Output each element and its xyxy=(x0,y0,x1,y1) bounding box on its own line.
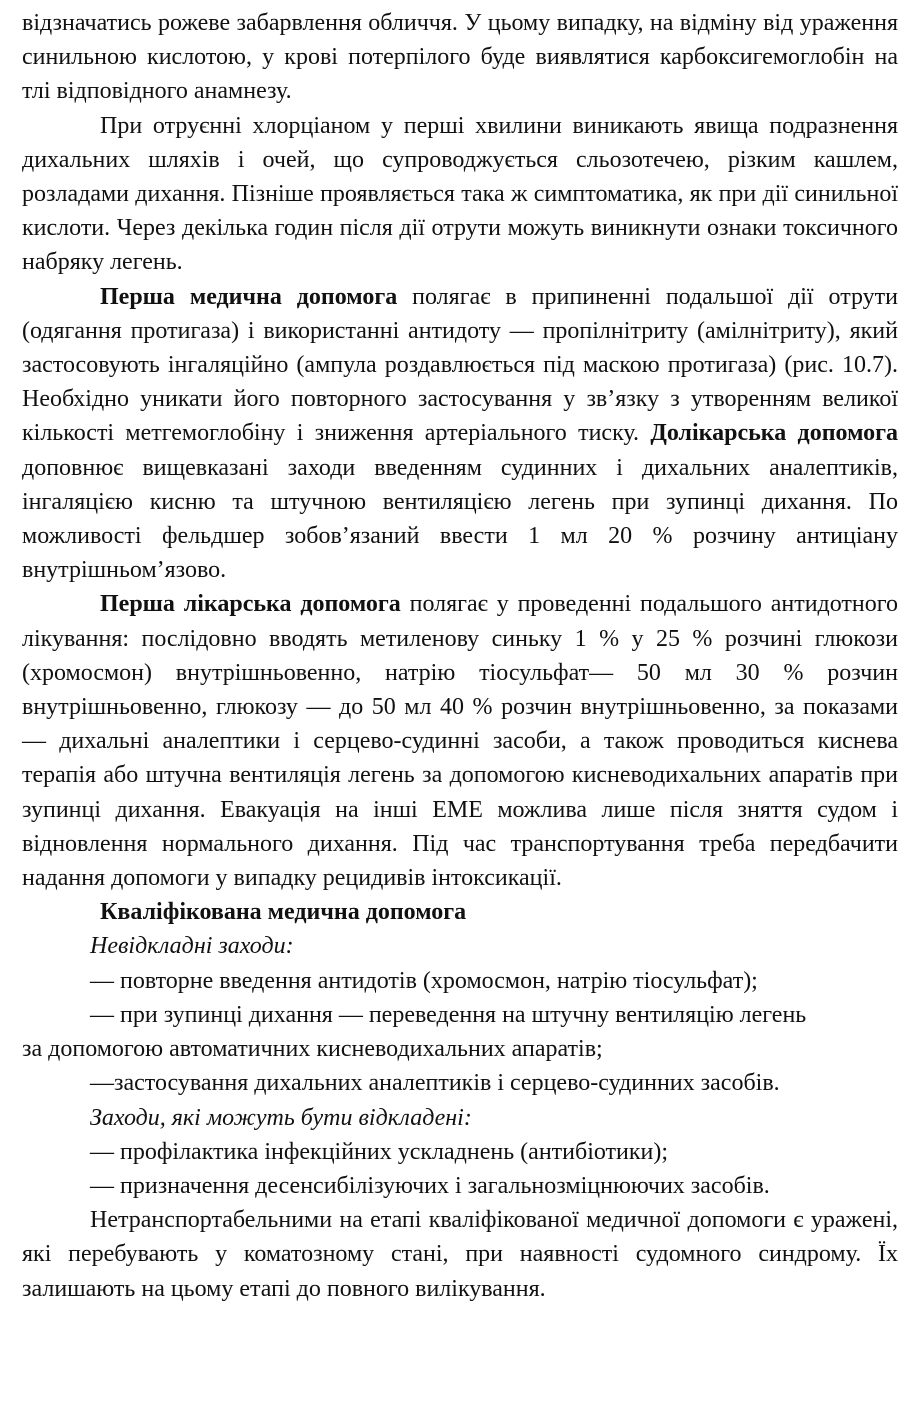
pre-medical-aid-text: доповнює вищевказані заходи введенням судинних і дихальних аналептиків, інгаляцією кисню та штучною вентиляцією легень при зупинці дихання. По можливості фельдшер зобов’язаний ввести 1 мл 20 % розчину антиціану внутрішньом’язово. xyxy=(22,454,898,584)
list-item-continuation: за допомогою автоматичних кисневодихальних апаратів; xyxy=(22,1036,603,1063)
list-item: — профілактика інфекційних ускладнень (антибіотики); xyxy=(90,1138,669,1165)
paragraph-first-physician-aid xyxy=(22,587,898,895)
label-deferred-measures: Заходи, які можуть бути відкладені: xyxy=(90,1104,472,1131)
first-medical-aid-text: полягає в припиненні подальшої дії отрути (одягання протигаза) і використанні антидоту — пропілнітриту (амілнітриту), який застосовують інгаляційно (ампула роздавлюється під маскою протигаза) (рис. 10.7). Необхідно уникати його повторного застосування у зв’язку з утворенням великої кількості метгемоглобіну і зниження артеріального тиску. xyxy=(22,283,898,447)
paragraph-first-medical-aid xyxy=(22,280,898,588)
list-item: — при зупинці дихання — переведення на штучну вентиляцію легень xyxy=(90,1001,807,1028)
term-pre-medical-aid: Долікарська допомога xyxy=(650,420,898,447)
section-heading-qualified-aid: Кваліфікована медична допомога xyxy=(100,899,467,926)
list-item: — повторне введення антидотів (хромосмон, натрію тіосульфат); xyxy=(90,967,758,994)
list-item: —застосування дихальних аналептиків і серцево-судинних засобів. xyxy=(90,1070,780,1097)
first-physician-aid-text: полягає у проведенні подальшого антидотного лікування: послідовно вводять метиленову синьку 1 % у 25 % розчині глюкози (хромосмон) внутрішньовенно, натрію тіосульфат— 50 мл 30 % розчин внутрішньовенно, глюкозу — до 50 мл 40 % розчин внутрішньовенно, за показами — дихальні аналептики і серцево-судинні засоби, а також проводиться киснева терапія або штучна вентиляція легень за допомогою кисневодихальних апаратів при зупинці дихання. Евакуація на інші ЕМЕ можлива лише після зняття судом і відновлення нормального дихання. Під час транспортування треба передбачити надання допомоги у випадку рецидивів інтоксикації. xyxy=(22,591,899,892)
paragraph-carbon-monoxide-note: відзначатись рожеве забарвлення обличчя. У цьому випадку, на відміну від ураження синильною кислотою, у крові потерпілого буде виявлятися карбоксигемоглобін на тлі відповідного анамнезу. xyxy=(22,10,898,105)
document-page xyxy=(22,6,898,1306)
term-first-physician-aid: Перша лікарська допомога xyxy=(100,591,401,618)
paragraph-chlorcyan-symptoms: При отруєнні хлорціаном у перші хвилини виникають явища подразнення дихальних шляхів і очей, що супроводжується сльозотечею, різким кашлем, розладами дихання. Пізніше проявляється така ж симптоматика, як при дії синильної кислоти. Через декілька годин після дії отрути можуть виникнути ознаки токсичного набряку легень. xyxy=(22,112,898,276)
label-urgent-measures: Невідкладні заходи: xyxy=(90,933,294,960)
term-first-medical-aid: Перша медична допомога xyxy=(100,283,398,310)
list-item: — призначення десенсибілізуючих і загальнозміцнюючих засобів. xyxy=(90,1172,770,1199)
paragraph-non-transportable: Нетранспортабельними на етапі кваліфікованої медичної допомоги є уражені, які перебувають у коматозному стані, при наявності судомного синдрому. Їх залишають на цьому етапі до повного вилікування. xyxy=(22,1207,898,1302)
